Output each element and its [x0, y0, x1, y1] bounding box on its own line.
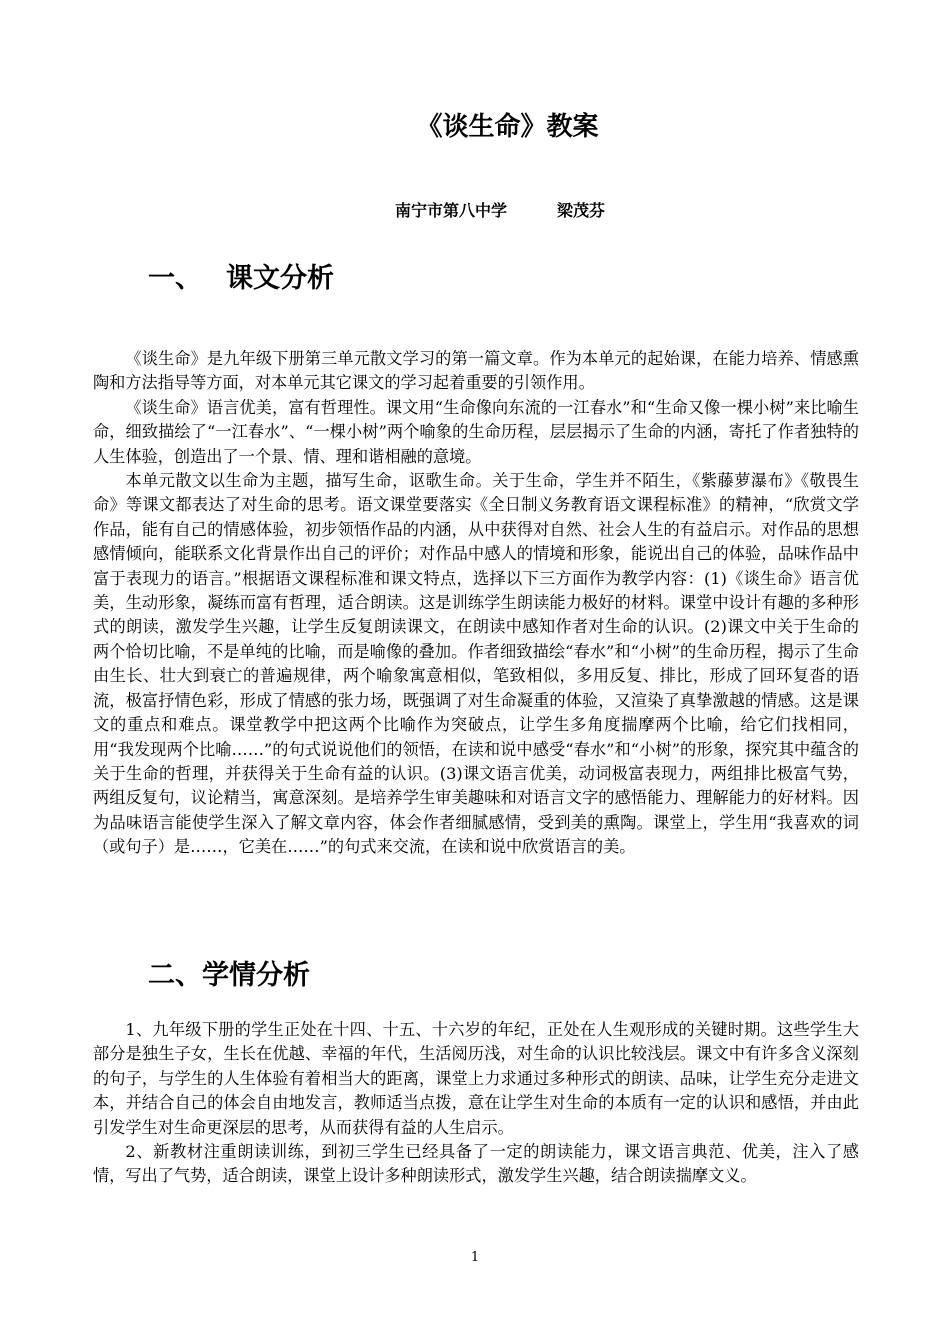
author-school: 南宁市第八中学	[394, 201, 507, 220]
section-heading-1	[148, 256, 334, 295]
author-name: 梁茂芬	[557, 201, 606, 220]
section-number: 一、	[148, 263, 202, 294]
paragraph: 《谈生命》是九年级下册第三单元散文学习的第一篇文章。作为本单元的起始课，在能力培养、情感熏陶和方法指导等方面，对本单元其它课文的学习起着重要的引领作用。	[93, 349, 859, 393]
paragraph: 2、新教材注重朗读训练，到初三学生已经具备了一定的朗读能力，课文语言典范、优美，注入了感情，写出了气势，适合朗读，课堂上设计多种朗读形式，激发学生兴趣，结合朗读揣摩文义。	[93, 1142, 859, 1186]
author-line	[0, 198, 950, 221]
paragraph: 《谈生命》语言优美，富有哲理性。课文用“生命像向东流的一江春水”和“生命又像一棵小树”来比喻生命，细致描绘了“一江春水”、“一棵小树”两个喻象的生命历程，层层揭示了生命的内涵，寄托了作者独特的人生体验，创造出了一个景、情、理和谐相融的意境。	[93, 397, 859, 466]
paragraph: 本单元散文以生命为主题，描写生命，讴歌生命。关于生命，学生并不陌生，《紫藤萝瀑布》《敬畏生命》等课文都表达了对生命的思考。语文课堂要落实《全日制义务教育语文课程标准》的精神，“欣赏文学作品，能有自己的情感体验，初步领悟作品的内涵，从中获得对自然、社会人生的有益启示。对作品的思想感情倾向，能联系文化背景作出自己的评价；对作品中感人的情境和形象，能说出自己的体验，品味作品中富于表现力的语言。”根据语文课程标准和课文特点，选择以下三方面作为教学内容：(1)《谈生命》语言优美，生动形象，凝练而富有哲理，适合朗读。这是训练学生朗读能力极好的材料。课堂中设计有趣的多种形式的朗读，激发学生兴趣，让学生反复朗读课文，在朗读中感知作者对生命的认识。(2)课文中关于生命的两个恰切比喻，不是单纯的比喻，而是喻像的叠加。作者细致描绘“春水”和“小树”的生命历程，揭示了生命由生长、壮大到衰亡的普遍规律，两个喻象寓意相似，笔致相似，多用反复、排比，形成了回环复沓的语流，极富抒情色彩，形成了情感的张力场，既强调了对生命凝重的体验，又渲染了真挚激越的情感。这是课文的重点和难点。课堂教学中把这两个比喻作为突破点，让学生多角度揣摩两个比喻，给它们找相同，用“我发现两个比喻……”的句式说说他们的领悟，在读和说中感受“春水”和“小树”的形象，探究其中蕴含的关于生命的哲理，并获得关于生命有益的认识。(3)课文语言优美，动词极富表现力，两组排比极富气势，两组反复句，议论精当，寓意深刻。是培养学生审美趣味和对语言文字的感悟能力、理解能力的好材料。因为品味语言能使学生深入了解文章内容，体会作者细腻感情，受到美的熏陶。课堂上，学生用“我喜欢的词（或句子）是……，它美在……”的句式来交流，在读和说中欣赏语言的美。	[93, 471, 859, 857]
document-title: 《谈生命》教案	[416, 112, 599, 142]
section-title: 课文分析	[226, 263, 334, 294]
section-body-2	[93, 1018, 859, 1189]
paragraph: 1、九年级下册的学生正处在十四、十五、十六岁的年纪，正处在人生观形成的关键时期。这些学生大部分是独生子女，生长在优越、幸福的年代，生活阅历浅，对生命的认识比较浅层。课文中有许多含义深刻的句子，与学生的人生体验有着相当大的距离，课堂上力求通过多种形式的朗读、品味，让学生充分走进文本，并结合自己的体会自由地发言，教师适当点拨，意在让学生对生命的本质有一定的认识和感悟，并由此引发学生对生命更深层的思考，从而获得有益的人生启示。	[93, 1020, 859, 1137]
section-number: 二、	[148, 960, 202, 991]
page-number: 1	[470, 1250, 480, 1265]
section-title: 学情分析	[202, 960, 310, 991]
section-heading-2	[148, 953, 310, 992]
section-body-1	[93, 347, 859, 860]
